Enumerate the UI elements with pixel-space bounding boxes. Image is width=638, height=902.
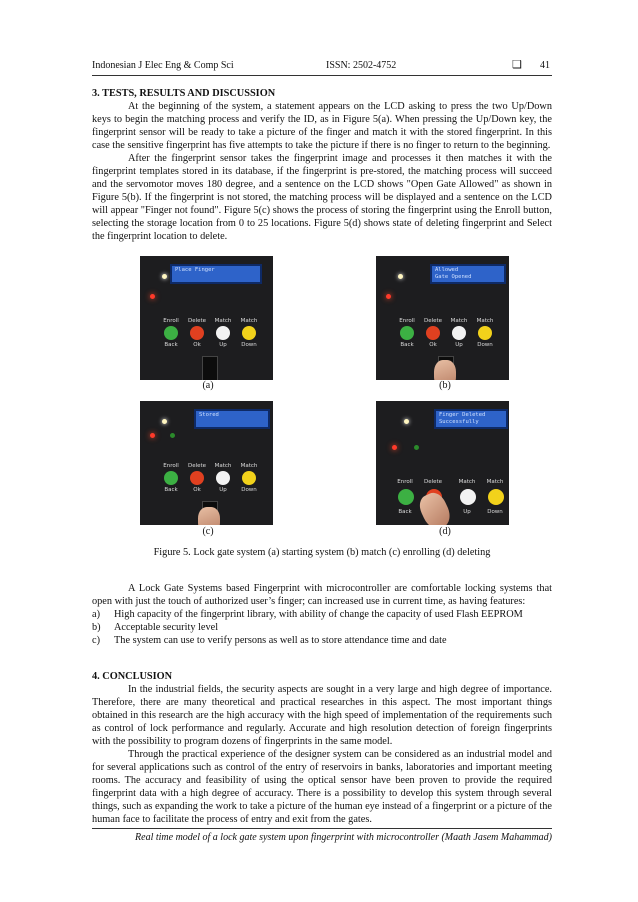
button-label: Ok — [429, 342, 437, 348]
button-label: Back — [398, 509, 412, 515]
green-led — [170, 433, 175, 438]
list-marker: b) — [92, 622, 101, 633]
section-3-heading: 3. TESTS, RESULTS AND DISCUSSION — [92, 88, 276, 99]
button-label: Ok — [193, 487, 201, 493]
lcd-screen: Place Finger — [170, 264, 262, 284]
status-led — [162, 274, 167, 279]
panel-label-a: (a) — [202, 380, 214, 391]
green-button — [400, 326, 414, 340]
section-4-paragraph-1: In the industrial fields, the security aspects are sought in a very large and high degree of importance. Therefore, there are many theoretical and practical researches in this aspect. The most important things obtained in this research are the high accuracy with the high speed of implementation of the requirements such as control of lock performance and regularly. Accurate and high resolution detection of foreign fingerprints with the possibility to program dozens of fingerprints in the same model. — [92, 684, 552, 747]
button-label: Up — [455, 342, 463, 348]
button-label: Match — [214, 463, 232, 469]
figure-panel-a — [140, 256, 273, 380]
fingerprint-sensor — [202, 356, 218, 380]
red-led — [150, 294, 155, 299]
button-label: Back — [400, 342, 414, 348]
green-led — [414, 445, 419, 450]
status-led — [398, 274, 403, 279]
status-led — [162, 419, 167, 424]
button-label: Match — [450, 318, 468, 324]
status-led — [404, 419, 409, 424]
button-label: Enroll — [163, 463, 179, 469]
button-label: Enroll — [399, 318, 415, 324]
button-label: Match — [240, 463, 258, 469]
yellow-button — [478, 326, 492, 340]
yellow-button — [242, 326, 256, 340]
page-number: 41 — [540, 60, 550, 71]
button-label: Up — [219, 342, 227, 348]
yellow-button — [242, 471, 256, 485]
section-4-heading: 4. CONCLUSION — [92, 671, 173, 682]
finger-image — [416, 489, 455, 525]
white-button — [460, 489, 476, 505]
button-label: Down — [241, 342, 257, 348]
list-marker: c) — [92, 635, 100, 646]
button-label: Up — [219, 487, 227, 493]
section-4-paragraph-2: Through the practical experience of the designer system can be considered as an industrial model and for several applications such as control of the entry of reservoirs in banks, laboratories and important meeting rooms. The accuracy and feasibility of using the optical sensor have been proven to provide the required fingerprint data with a high degree of accuracy. There is a possibility to develop this system through several things, such as expanding the work to take a picture of the human eye instead of a fingerprint or a picture of the human face to facilitate the process of entry and exit from the gates. — [92, 749, 552, 825]
button-label: Enroll — [397, 479, 413, 485]
red-led — [386, 294, 391, 299]
button-label: Match — [214, 318, 232, 324]
finger-image — [434, 360, 456, 380]
figure-caption: Figure 5. Lock gate system (a) starting system (b) match (c) enrolling (d) deleting — [153, 547, 491, 558]
lcd-screen: Finger Deleted Successfully — [434, 409, 508, 429]
green-button — [164, 326, 178, 340]
finger-image — [198, 507, 220, 525]
panel-label-b: (b) — [439, 380, 451, 391]
figure-panel-c — [140, 401, 273, 525]
lcd-screen: Allowed Gate Opened — [430, 264, 506, 284]
header-rule — [92, 75, 552, 76]
green-button — [164, 471, 178, 485]
list-item-text: Acceptable security level — [114, 622, 219, 633]
button-label: Back — [164, 487, 178, 493]
button-label: Match — [240, 318, 258, 324]
button-label: Down — [241, 487, 257, 493]
button-label: Match — [486, 479, 504, 485]
red-led — [392, 445, 397, 450]
red-button — [190, 326, 204, 340]
panel-label-d: (d) — [439, 526, 451, 537]
list-item-text: The system can use to verify persons as well as to store attendance time and date — [114, 635, 447, 646]
list-item — [92, 621, 552, 634]
red-button — [190, 471, 204, 485]
red-led — [150, 433, 155, 438]
issn: ISSN: 2502-4752 — [326, 60, 397, 71]
figure-panel-d — [376, 401, 509, 525]
button-label: Down — [477, 342, 493, 348]
yellow-button — [488, 489, 504, 505]
journal-name: Indonesian J Elec Eng & Comp Sci — [92, 60, 234, 71]
features-intro: A Lock Gate Systems based Fingerprint with microcontroller are comfortable locking systems that open with just the touch of authorized user’s finger; can increased use in current time, as having features: — [92, 583, 552, 607]
button-label: Up — [463, 509, 471, 515]
list-item — [92, 634, 552, 647]
checkbox-icon: ❑ — [512, 59, 522, 71]
button-label: Match — [476, 318, 494, 324]
green-button — [398, 489, 414, 505]
button-label: Delete — [187, 318, 207, 324]
button-label: Delete — [423, 318, 443, 324]
running-footer: Real time model of a lock gate system upon fingerprint with microcontroller (Maath Jasem Mahammad) — [92, 828, 552, 843]
section-3-paragraph-1: At the beginning of the system, a statement appears on the LCD asking to press the two Up/Down keys to begin the matching process and verify the ID, as in Figure 5(a). When pressing the Up/Down key, the fingerprint sensor will be ready to take a picture of the finger and match it with the stored fingerprint. In this case the sensitive fingerprint has five attempts to take the picture if there is no finger to return to the beginning. — [92, 101, 552, 151]
red-button — [426, 326, 440, 340]
white-button — [452, 326, 466, 340]
section-3-paragraph-2: After the fingerprint sensor takes the fingerprint image and processes it then matches it with the fingerprint templates stored in its database, if the fingerprint is pre-stored, the matching process will succeed and the servomotor moves 180 degree, and a sentence on the LCD shows "Open Gate Allowed" as shown in Figure 5(b). If the fingerprint is not stored, the matching process will be displayed and a sentence on the LCD will appear "Finger not found". Figure 5(c) shows the process of storing the fingerprint using the Enroll button, selecting the storage location from 0 to 25 locations. Figure 5(d) shows state of deleting fingerprint and Select the fingerprint location to delete. — [92, 153, 552, 242]
panel-label-c: (c) — [202, 526, 214, 537]
button-label: Down — [487, 509, 503, 515]
white-button — [216, 471, 230, 485]
lcd-screen: Stored — [194, 409, 270, 429]
button-label: Match — [458, 479, 476, 485]
button-label: Ok — [193, 342, 201, 348]
white-button — [216, 326, 230, 340]
button-label: Delete — [187, 463, 207, 469]
features-list — [92, 608, 552, 647]
button-label: Enroll — [163, 318, 179, 324]
figure-panel-b — [376, 256, 509, 380]
list-marker: a) — [92, 609, 100, 620]
button-label: Delete — [423, 479, 443, 485]
list-item-text: High capacity of the fingerprint library, with ability of change the capacity of used Flash EEPROM — [114, 609, 523, 620]
list-item — [92, 608, 552, 621]
button-label: Back — [164, 342, 178, 348]
